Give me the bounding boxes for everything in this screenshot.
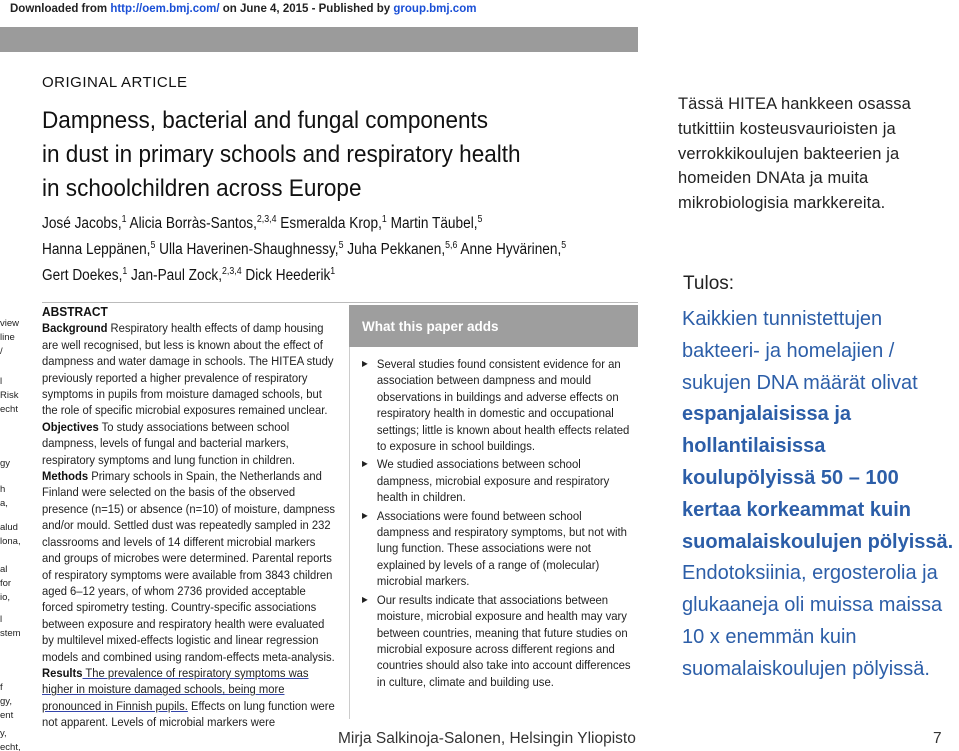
author-affiliation: 2,3,4 (222, 266, 242, 278)
results-text-underlined: The prevalence of respiratory symptoms was higher in moisture damaged schools, being more pronounced in Finnish pupils. (42, 665, 309, 713)
author-affiliation: 5,6 (445, 240, 458, 252)
margin-fragment: line (0, 332, 15, 343)
slide-number: 7 (933, 730, 942, 747)
abstract-results (42, 665, 336, 731)
results-heading: Results (42, 665, 83, 680)
author-affiliation: 1 (381, 214, 387, 225)
margin-fragment: h (0, 484, 6, 495)
margin-fragment: stem (0, 628, 21, 639)
margin-fragment: gy (0, 458, 11, 469)
objectives-text: To study associations between school dampness, levels of fungal and bacterial markers, respiratory symptoms and lung function in children. (42, 419, 296, 467)
abstract-divider (42, 302, 638, 303)
download-notice (10, 3, 476, 15)
margin-fragment: alud (0, 522, 18, 533)
margin-fragment: / (0, 346, 3, 357)
cropped-margin-text (0, 318, 22, 751)
objectives-heading: Objectives (42, 419, 99, 434)
download-mid: on June 4, 2015 - Published by (219, 3, 394, 15)
margin-fragment: lona, (0, 536, 21, 547)
abstract-background (42, 320, 336, 418)
author-list (42, 209, 605, 287)
author-name: Hanna Leppänen,$^5$ (42, 240, 156, 259)
what-this-paper-adds-list (350, 347, 638, 690)
author-name: José Jacobs,$^1$ (42, 214, 127, 233)
margin-fragment: Risk (0, 390, 19, 401)
adds-item: ▶ Several studies found consistent evidence for an association between dampness and mould observations in buildings and adverse effects on respiratory health in domestic and occupational settings; little is known about health effects related to exposure in school buildings. (362, 356, 632, 454)
methods-heading: Methods (42, 469, 89, 484)
adds-item: ▶ Our results indicate that associations between moisture, microbial exposure and health may vary between countries, meaning that future studies on microbial exposure across different regions and countries should also take into account differences in culture, climate and building use. (362, 592, 632, 690)
margin-fragment: ent (0, 710, 14, 721)
abstract-objectives (42, 419, 336, 468)
what-this-paper-adds-box (349, 347, 638, 719)
author-name: Gert Doekes,$^1$ (42, 266, 128, 285)
author-name: Ulla Haverinen-Shaughnessy,$^5$ (159, 240, 344, 259)
margin-fragment: f (0, 682, 3, 693)
download-prefix: Downloaded from (10, 3, 111, 15)
slide-intro-text: Tässä HITEA hankkeen osassa tutkittiin kosteusvaurioisten ja verrokkikoulujen bakteerien ja homeiden DNAta ja muita mikrobiologisia markkereita. (678, 95, 911, 213)
author-name: Alicia Borràs-Santos,$^{2,3,4}$ (129, 214, 277, 233)
results-plain: Kaikkien tunnistettujen bakteeri- ja homelajien / sukujen DNA määrät olivat (682, 308, 918, 394)
margin-fragment: l (0, 614, 3, 625)
paper-title-line: in schoolchildren across Europe (42, 175, 362, 202)
margin-fragment: al (0, 564, 8, 575)
margin-fragment: view (0, 318, 20, 329)
download-url: http://oem.bmj.com/ (110, 3, 220, 15)
adds-item: ▶ Associations were found between school dampness and respiratory symptoms, but not with lung function. These associations were not explained by levels of a range of (molecular) microbial markers. (362, 508, 632, 590)
author-name: Anne Hyvärinen,$^5$ (460, 240, 567, 259)
methods-text: Primary schools in Spain, the Netherlands and Finland were selected on the basis of the observed presence (n=15) or absence (n=10) of moisture, dampness and/or mould. Settled dust was repeatedly sampled in 232 classrooms and levels of 14 different microbial markers and groups of microbes were determined. Parental reports of respiratory symptoms were available from 3843 children aged 6–12 years, of whom 2736 provided acceptable forced spirometry testing. Country-specific associations between exposure and respiratory health were evaluated by multilevel mixed-effects logistic and linear regression models and combined using random-effects meta-analysis. (42, 469, 335, 664)
abstract-heading: ABSTRACT (42, 304, 108, 319)
results-text: Effects on lung function were not apparent. Levels of microbial markers were (42, 698, 335, 730)
paper-title-line: Dampness, bacterial and fungal components (42, 107, 489, 134)
slide-footer: Mirja Salkinoja-Salonen, Helsingin Yliopisto (338, 730, 636, 747)
margin-fragment: y, (0, 728, 7, 739)
what-this-paper-adds-heading: What this paper adds (349, 305, 638, 347)
background-text: Respiratory health effects of damp housing are well recognised, but less is known about the effect of dampness and water damage in schools. The HITEA study previously reported a higher prevalence of respiratory symptoms in pupils from moisture damaged schools, but the role of specific microbial exposures remained unclear. (42, 321, 334, 418)
author-name: Martin Täubel,$^5$ (390, 214, 483, 233)
author-affiliation: 5 (338, 240, 344, 252)
author-affiliation: 2,3,4 (256, 214, 277, 225)
abstract-column (42, 304, 336, 731)
paper-title (42, 104, 585, 206)
results-text (682, 304, 959, 686)
author-name: Juha Pekkanen,$^{5,6}$ (347, 240, 458, 259)
margin-fragment: for (0, 578, 12, 589)
abstract-methods (42, 468, 336, 665)
author-affiliation: 5 (150, 240, 156, 252)
margin-fragment: a, (0, 498, 8, 509)
results-label: Tulos: (683, 273, 735, 294)
results-highlight: espanjalaisissa ja hollantilaisissa koulupölyissä 50 – 100 kertaa korkeammat kuin suomalaiskoulujen pölyissä. (682, 403, 954, 553)
author-name: Dick Heederik$^1$ (245, 266, 336, 285)
author-name: Jan-Paul Zock,$^{2,3,4}$ (131, 266, 242, 285)
author-affiliation: 1 (121, 214, 127, 225)
margin-fragment: l (0, 376, 3, 387)
adds-item: ▶ We studied associations between school dampness, microbial exposure and respiratory health in children. (362, 456, 632, 505)
author-affiliation: 5 (561, 240, 567, 252)
background-heading: Background (42, 321, 108, 336)
margin-fragment: echt (0, 404, 18, 415)
author-affiliation: 1 (330, 266, 336, 278)
results-plain: Endotoksiinia, ergosterolia ja glukaaneja oli muissa maissa 10 x enemmän kuin suomalaiskoulujen pölyissä. (682, 562, 943, 680)
author-affiliation: 1 (122, 266, 128, 278)
paper-title-line: in dust in primary schools and respiratory health (42, 141, 521, 168)
article-section-label: ORIGINAL ARTICLE (42, 74, 188, 91)
author-name: Esmeralda Krop,$^1$ (280, 214, 387, 233)
margin-fragment: echt, (0, 742, 21, 751)
margin-fragment: gy, (0, 696, 12, 707)
author-affiliation: 5 (477, 214, 483, 225)
margin-fragment: io, (0, 592, 11, 603)
download-group-link: group.bmj.com (393, 3, 477, 15)
journal-header-band (0, 27, 638, 52)
